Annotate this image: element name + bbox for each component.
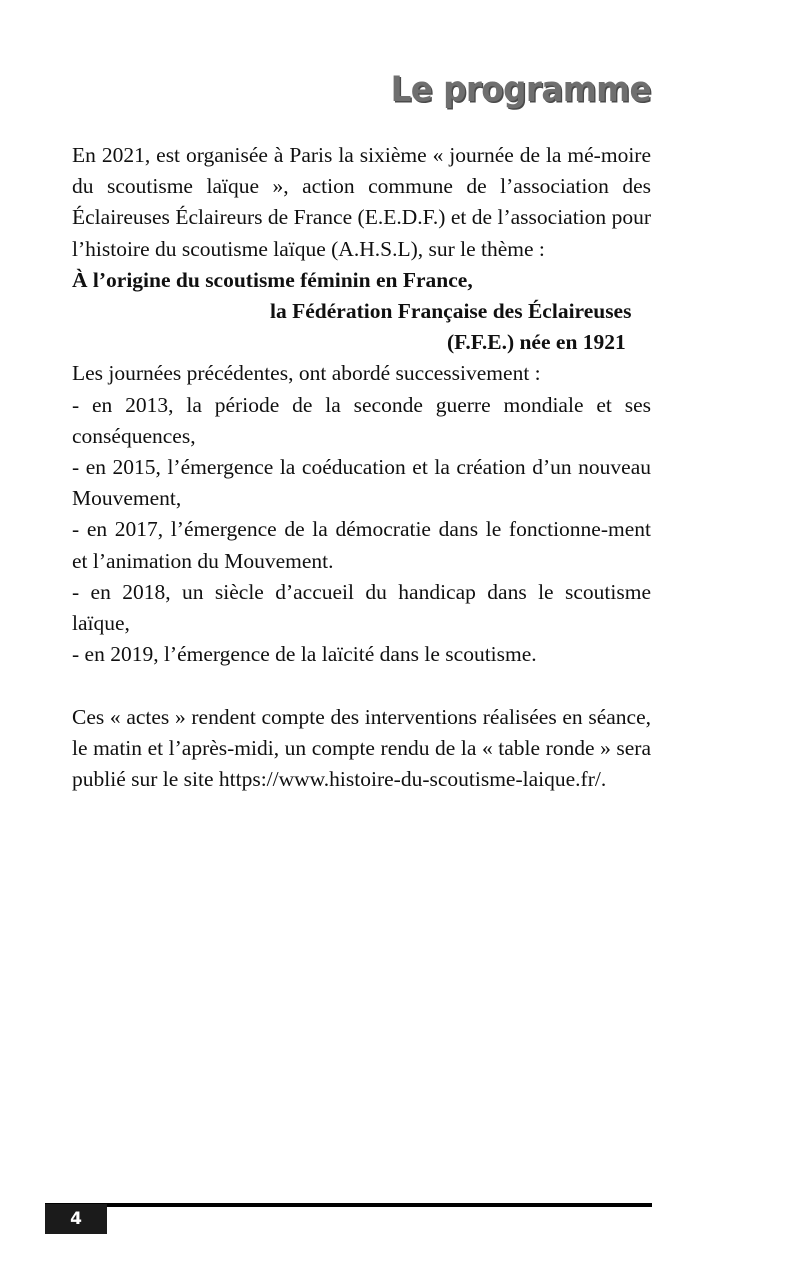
intro-paragraph: En 2021, est organisée à Paris la sixième « journée de la mé-moire du scoutisme laïque », action commune de l’association des Éclaireuses Éclaireurs de France (E.E.D.F.) et de l’association pour l’histoire du scoutisme laïque (A.H.S.L), sur le thème :: [72, 143, 651, 261]
paragraph-spacer: [72, 670, 651, 701]
footer-rule: [45, 1203, 652, 1207]
page-title: Le programme: [390, 70, 651, 110]
list-item: - en 2017, l’émergence de la démocratie dans le fonctionne-ment et l’animation du Mouvement.: [72, 517, 651, 573]
closing-paragraph: Ces « actes » rendent compte des interventions réalisées en séance, le matin et l’après-midi, un compte rendu de la « table ronde » sera publié sur le site https://www.histoire-du-scoutisme-laique.fr/.: [72, 704, 651, 792]
list-item: - en 2018, un siècle d’accueil du handicap dans le scoutisme laïque,: [72, 579, 651, 636]
list-item: - en 2015, l’émergence la coéducation et la création d’un nouveau Mouvement,: [72, 455, 651, 511]
list-item: - en 2019, l’émergence de la laïcité dans le scoutisme.: [72, 642, 537, 667]
theme-line-1: À l’origine du scoutisme féminin en France,: [72, 267, 473, 292]
page-title-block: [72, 72, 651, 109]
page-number-badge: [45, 1204, 107, 1234]
document-body: [72, 140, 651, 795]
list-intro: Les journées précédentes, ont abordé successivement :: [72, 361, 541, 386]
page-footer: [45, 1203, 652, 1237]
theme-line-3: (F.F.E.) née en 1921: [447, 330, 626, 355]
theme-line-2: la Fédération Française des Éclaireuses: [270, 299, 632, 324]
page-number-label: 4: [70, 1208, 82, 1229]
list-item: - en 2013, la période de la seconde guerre mondiale et ses conséquences,: [72, 392, 651, 448]
